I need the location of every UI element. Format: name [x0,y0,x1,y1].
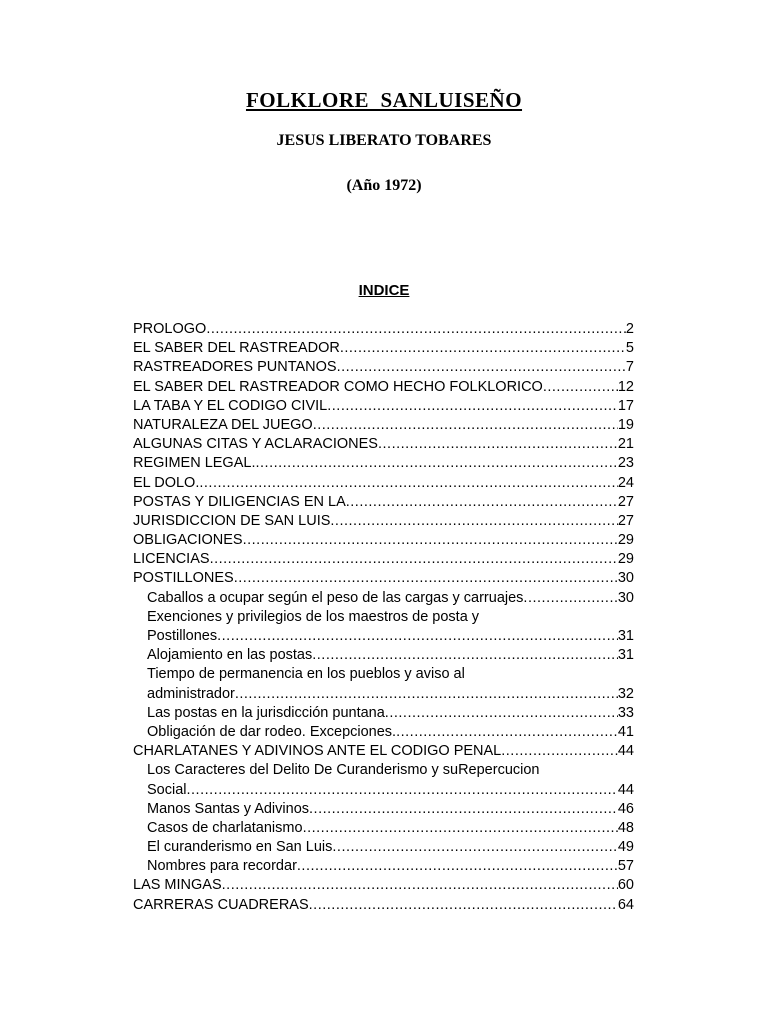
toc-continued-line: Exenciones y privilegios de los maestros de posta y [147,608,480,625]
dot-leader [501,742,618,761]
toc-entry [133,896,634,915]
dot-leader [255,454,617,473]
dot-leader [222,876,618,895]
dot-leader [332,838,617,857]
toc-entry-title: Alojamiento en las postas [147,647,313,664]
author-name: JESUS LIBERATO TOBARES [276,132,492,149]
index-heading: INDICE [358,282,410,299]
toc-entry [133,569,634,588]
toc-entry-title: ALGUNAS CITAS Y ACLARACIONES [133,436,378,453]
dot-leader [346,493,618,512]
toc-page-number: 49 [617,839,634,856]
toc-entry-title: POSTAS Y DILIGENCIAS EN LA [133,493,346,510]
toc-entry-title: Casos de charlatanismo [147,819,303,836]
toc-page-number: 41 [617,723,634,740]
toc-page-number: 57 [617,858,634,875]
toc-page-number: 23 [617,455,634,472]
toc-page-number: 33 [617,704,634,721]
dot-leader [206,320,626,339]
toc-page-number: 12 [617,378,634,395]
dot-leader [234,569,618,588]
toc-page-number: 7 [625,359,634,376]
toc-entry [133,397,634,416]
toc-page-number: 48 [617,819,634,836]
toc-page-number: 27 [617,512,634,529]
toc-entry-title: CHARLATANES Y ADIVINOS ANTE EL CODIGO PENAL [133,743,502,760]
toc-entry-title: PROLOGO [133,321,207,337]
toc-subentry [133,781,634,800]
toc-page-number: 31 [617,628,634,644]
toc-page-number: 29 [617,532,634,549]
toc-subentry [133,704,634,723]
toc-entry-title: Postillones [147,628,218,644]
dot-leader [297,857,618,876]
dot-leader [396,723,618,742]
toc-entry-title: LICENCIAS [133,551,210,568]
toc-subentry [133,723,634,742]
toc-entry [133,512,634,531]
toc-entry-title: RASTREADORES PUNTANOS [133,359,337,376]
toc-entry [133,358,634,377]
toc-entry-title: administrador [147,685,235,702]
toc-entry [133,493,634,512]
toc-page-number: 5 [625,340,634,357]
toc-page-number: 17 [617,397,634,414]
table-of-contents [133,320,634,915]
toc-page-number: 46 [617,800,634,817]
toc-subentry [133,800,634,819]
toc-entry [133,876,634,895]
toc-entry-title: REGIMEN LEGAL. [133,455,256,472]
dot-leader [330,512,617,531]
toc-entry-title: CARRERAS CUADRERAS [133,896,309,913]
publication-year: (Año 1972) [346,177,422,194]
dot-leader [523,589,617,608]
toc-entry-title: NATURALEZA DEL JUEGO [133,416,313,433]
toc-entry [133,378,634,397]
document-title: FOLKLORE SANLUISEÑO [245,88,523,112]
toc-entry-title: Nombres para recordar [147,858,297,875]
toc-page-number: 2 [625,321,634,337]
toc-subentry [133,819,634,838]
toc-entry-title: Obligación de dar rodeo. Excepciones. [147,723,397,740]
toc-page-number: 30 [617,570,634,587]
toc-page-number: 44 [617,781,634,798]
toc-page-number: 31 [617,647,634,664]
toc-subentry [133,685,634,704]
toc-subentry [133,857,634,876]
toc-page-number: 21 [617,436,634,453]
toc-entry-title: JURISDICCION DE SAN LUIS [133,512,331,529]
toc-subentry [133,589,634,608]
dot-leader [378,435,618,454]
dot-leader [309,896,618,915]
dot-leader [309,800,618,819]
toc-entry-title: Manos Santas y Adivinos [147,800,310,817]
toc-subentry [133,646,634,665]
toc-subentry [133,838,634,857]
toc-entry-title: Caballos a ocupar según el peso de las cargas y carruajes [147,589,524,606]
dot-leader [543,378,618,397]
toc-entry-title: EL DOLO. [133,474,200,491]
toc-entry-title: POSTILLONES [133,570,234,587]
toc-entry [133,416,634,435]
toc-entry [133,320,634,339]
toc-entry [133,742,634,761]
toc-entry [133,474,634,493]
dot-leader [385,704,618,723]
toc-entry-title: EL SABER DEL RASTREADOR [133,340,340,357]
toc-continued-line: Los Caracteres del Delito De Curanderismo y suRepercucion [147,762,540,779]
toc-entry [133,435,634,454]
dot-leader [312,646,618,665]
toc-entry-title: Social [147,781,187,798]
toc-subentry [133,627,634,646]
toc-page-number: 24 [617,474,634,491]
toc-page-number: 19 [617,416,634,433]
toc-entry-title: LA TABA Y EL CODIGO CIVIL [133,397,328,414]
dot-leader [313,416,618,435]
dot-leader [199,474,618,493]
toc-page-number: 44 [617,743,634,760]
dot-leader [303,819,618,838]
dot-leader [235,685,618,704]
dot-leader [337,358,626,377]
toc-entry-title: OBLIGACIONES [133,532,243,549]
toc-entry [133,454,634,473]
toc-entry-title: LAS MINGAS [133,877,222,894]
toc-entry-title: El curanderismo en San Luis [147,839,333,856]
toc-page-number: 27 [617,493,634,510]
toc-entry-title: EL SABER DEL RASTREADOR COMO HECHO FOLKLORICO [133,378,543,395]
toc-entry [133,531,634,550]
toc-entry [133,550,634,569]
toc-page-number: 60 [617,877,634,894]
toc-page-number: 32 [617,685,634,702]
toc-page-number: 64 [617,896,634,913]
dot-leader [187,781,618,800]
dot-leader [243,531,618,550]
toc-page-number: 29 [617,551,634,568]
toc-page-number: 30 [617,589,634,606]
dot-leader [327,397,618,416]
toc-continued-line: Tiempo de permanencia en los pueblos y aviso al [147,666,465,683]
toc-entry-title: Las postas en la jurisdicción puntana [147,704,385,721]
dot-leader [340,339,626,358]
dot-leader [210,550,618,569]
dot-leader [217,627,618,646]
toc-entry [133,339,634,358]
